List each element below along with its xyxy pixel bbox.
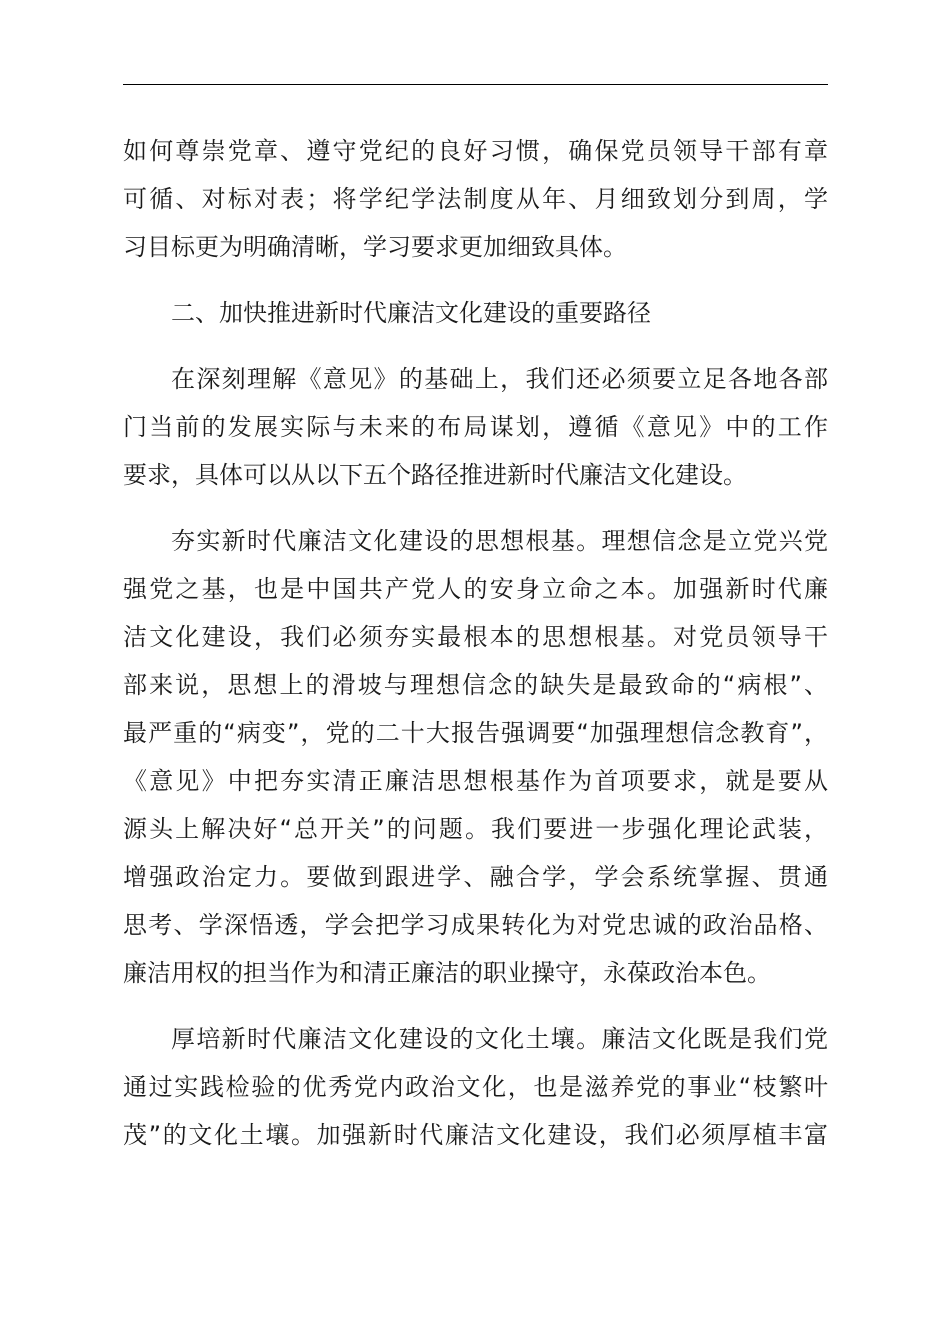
text-line: 廉洁用权的担当作为和清正廉洁的职业操守，永葆政治本色。 xyxy=(123,959,771,987)
text-line: 最严重的“病变”，党的二十大报告强调要“加强理想信念教育”， xyxy=(123,719,828,747)
paragraph xyxy=(123,355,828,499)
paragraph xyxy=(123,517,828,997)
text-line: 洁文化建设，我们必须夯实最根本的思想根基。对党员领导干 xyxy=(123,623,828,651)
text-line: 茂”的文化土壤。加强新时代廉洁文化建设，我们必须厚植丰富 xyxy=(123,1121,828,1149)
text-line: 如何尊崇党章、遵守党纪的良好习惯，确保党员领导干部有章 xyxy=(123,137,828,165)
text-line: 习目标更为明确清晰，学习要求更加细致具体。 xyxy=(123,233,627,261)
text-line: 门当前的发展实际与未来的布局谋划，遵循《意见》中的工作 xyxy=(123,413,828,441)
text-line: 通过实践检验的优秀党内政治文化，也是滋养党的事业“枝繁叶 xyxy=(123,1073,828,1101)
text-line: 增强政治定力。要做到跟进学、融合学，学会系统掌握、贯通 xyxy=(123,863,828,891)
paragraph xyxy=(123,1015,828,1159)
text-line: 可循、对标对表；将学纪学法制度从年、月细致划分到周，学 xyxy=(123,185,828,213)
text-line: 在深刻理解《意见》的基础上，我们还必须要立足各地各部 xyxy=(171,365,828,393)
text-line: 强党之基，也是中国共产党人的安身立命之本。加强新时代廉 xyxy=(123,575,828,603)
text-line: 部来说，思想上的滑坡与理想信念的缺失是最致命的“病根”、 xyxy=(123,671,828,699)
text-line: 夯实新时代廉洁文化建设的思想根基。理想信念是立党兴党 xyxy=(171,527,828,555)
text-line: 二、加快推进新时代廉洁文化建设的重要路径 xyxy=(171,299,651,327)
paragraph xyxy=(123,127,828,271)
text-line: 源头上解决好“总开关”的问题。我们要进一步强化理论武装， xyxy=(123,815,828,843)
header-rule xyxy=(123,84,828,85)
text-line: 厚培新时代廉洁文化建设的文化土壤。廉洁文化既是我们党 xyxy=(171,1025,828,1053)
section-heading xyxy=(123,289,828,337)
document-body xyxy=(123,127,828,1177)
text-line: 要求，具体可以从以下五个路径推进新时代廉洁文化建设。 xyxy=(123,461,747,489)
text-line: 思考、学深悟透，学会把学习成果转化为对党忠诚的政治品格、 xyxy=(123,911,828,939)
text-line: 《意见》中把夯实清正廉洁思想根基作为首项要求，就是要从 xyxy=(123,767,828,795)
